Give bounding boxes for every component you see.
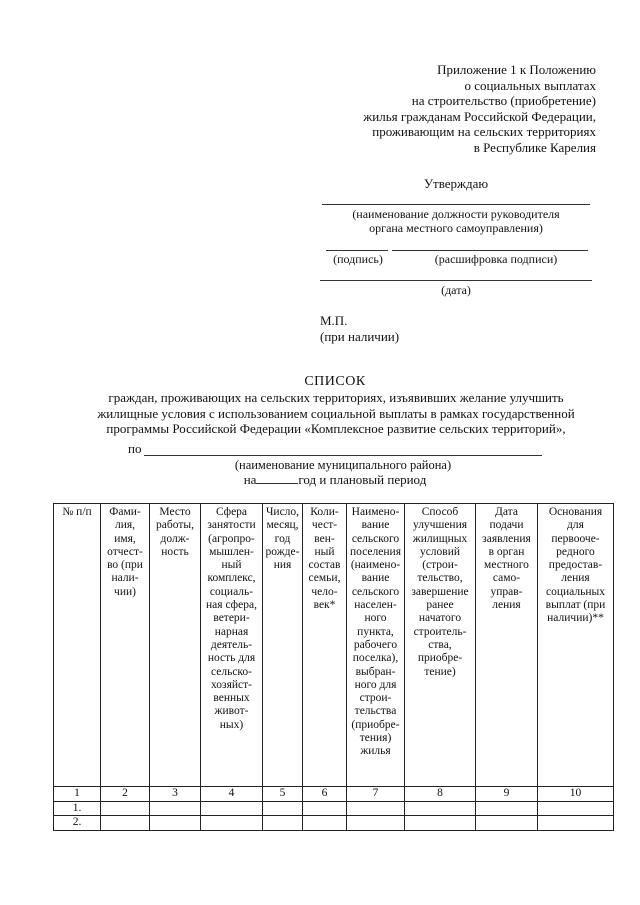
table-cell — [150, 802, 201, 816]
table-row — [54, 816, 614, 830]
table-cell — [201, 802, 263, 816]
col-header-application-date: Дата подачи заявления в орган местного само- управ- ления — [476, 504, 538, 787]
table-cell — [101, 816, 150, 830]
appendix-heading — [300, 62, 596, 156]
seal-label: М.П. — [320, 313, 348, 328]
list-line: жилищные условия с использованием социальной выплаты в рамках государственной — [97, 405, 575, 421]
table-cell — [405, 802, 476, 816]
year-prefix: на — [243, 472, 257, 487]
column-number: 2 — [101, 787, 150, 802]
position-caption-line: органа местного самоуправления) — [369, 221, 543, 235]
row-number: 1. — [54, 802, 101, 816]
table-header-row — [54, 504, 614, 787]
by-prefix: по — [128, 441, 142, 456]
column-number-row — [54, 787, 614, 802]
table-cell — [405, 816, 476, 830]
table-cell — [476, 802, 538, 816]
table-cell — [538, 816, 614, 830]
column-number: 1 — [54, 787, 101, 802]
year-line — [0, 472, 640, 488]
table-cell — [347, 816, 405, 830]
seal-block — [320, 313, 399, 345]
municipality-line — [144, 455, 542, 456]
table-cell — [476, 816, 538, 830]
decoding-caption: (расшифровка подписи) — [434, 252, 558, 266]
table-row — [54, 802, 614, 816]
column-number: 3 — [150, 787, 201, 802]
applicants-table — [53, 503, 614, 831]
list-line: программы Российской Федерации «Комплексное развитие сельских территорий», — [106, 421, 566, 436]
column-number: 9 — [476, 787, 538, 802]
col-header-number: № п/п — [54, 504, 101, 787]
appendix-line: о социальных выплатах — [464, 77, 596, 93]
appendix-line: на строительство (приобретение) — [411, 93, 596, 109]
table-cell — [303, 802, 347, 816]
table-cell — [101, 802, 150, 816]
year-suffix: год и плановый период — [298, 472, 427, 487]
signature-caption: (подпись) — [333, 252, 383, 266]
appendix-line: жилья гражданам Российской Федерации, — [363, 108, 596, 124]
col-header-workplace: Место работы, долж- ность — [150, 504, 201, 787]
position-caption — [320, 207, 592, 235]
table-cell — [150, 816, 201, 830]
position-caption-line: (наименование должности руководителя — [352, 207, 560, 221]
table-cell — [201, 816, 263, 830]
date-line — [320, 280, 592, 281]
decoding-line — [392, 250, 588, 251]
list-title: СПИСОК — [304, 374, 366, 389]
row-number: 2. — [54, 816, 101, 830]
col-header-priority-grounds: Основания для первооче- редного предостав- ления социальных выплат (при наличии)** — [538, 504, 614, 787]
municipality-caption: (наименование муниципального района) — [234, 458, 452, 472]
position-line — [322, 204, 590, 205]
table-cell — [263, 802, 303, 816]
col-header-settlement: Наимено- вание сельского поселения (наимено- вание сельского населен- ного пункта, рабочего поселка), выбран- ного для строи- тельства (приобре- тения) жилья — [347, 504, 405, 787]
appendix-line: в Республике Карелия — [473, 139, 596, 155]
list-description — [62, 390, 610, 437]
table-cell — [263, 816, 303, 830]
seal-note: (при наличии) — [320, 329, 400, 344]
col-header-family-size: Коли- чест- вен- ный состав семьи, чело- век* — [303, 504, 347, 787]
column-number: 5 — [263, 787, 303, 802]
year-blank — [256, 472, 298, 484]
column-number: 4 — [201, 787, 263, 802]
signature-line — [326, 250, 388, 251]
table-cell — [538, 802, 614, 816]
appendix-line: Приложение 1 к Положению — [437, 62, 596, 77]
col-header-employment-sphere: Сфера занятости (агропро- мышлен- ный комплекс, социаль- ная сфера, ветери- нарная деятель- ность для сельско- хозяйст- венных живот- ных) — [201, 504, 263, 787]
col-header-name: Фами- лия, имя, отчест- во (при нали- чии) — [101, 504, 150, 787]
column-number: 8 — [405, 787, 476, 802]
date-caption: (дата) — [441, 283, 471, 297]
approval-title: Утверждаю — [423, 176, 489, 191]
column-number: 7 — [347, 787, 405, 802]
column-number: 10 — [538, 787, 614, 802]
col-header-improvement-method: Способ улучшения жилищных условий (строи- тельство, завершение ранее начатого строитель- ства, приобре- тение) — [405, 504, 476, 787]
appendix-line: проживающим на сельских территориях — [372, 124, 596, 140]
list-line: граждан, проживающих на сельских территориях, изъявивших желание улучшить — [108, 390, 564, 405]
col-header-birth-date: Число, месяц, год рожде- ния — [263, 504, 303, 787]
table-cell — [347, 802, 405, 816]
column-number: 6 — [303, 787, 347, 802]
table-cell — [303, 816, 347, 830]
